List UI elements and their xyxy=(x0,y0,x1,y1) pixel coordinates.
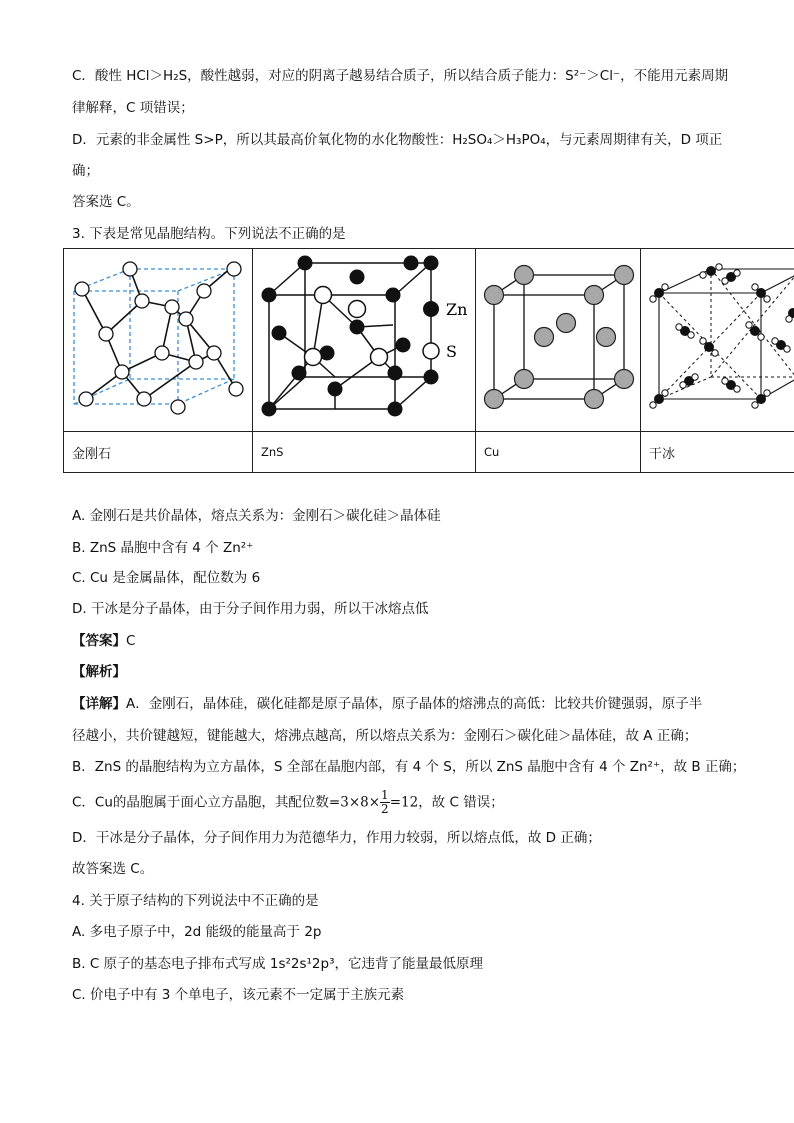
detail-a-text: A．金刚石，晶体硅，碳化硅都是原子晶体，原子晶体的熔沸点的高低：比较共价键强弱，原子半 xyxy=(126,696,703,712)
dry-ice-cell-figure xyxy=(641,249,794,432)
detail-a-line1 xyxy=(72,694,702,714)
q4-option-b: B. C 原子的基态电子排布式写成 1s²2s¹2p³，它违背了能量最低原理 xyxy=(72,956,483,972)
question-4-stem: 4. 关于原子结构的下列说法中不正确的是 xyxy=(72,893,319,909)
detail-c-pre: C．Cu的晶胞属于面心立方晶胞，其配位数= xyxy=(72,794,341,811)
detail-c-math1: 3×8× xyxy=(340,794,381,811)
caption-cu: Cu xyxy=(476,432,641,473)
q4-option-a: A. 多电子原子中，2d 能级的能量高于 2p xyxy=(72,924,322,940)
option-d-line1: D．元素的非金属性 S>P，所以其最高价氧化物的水化物酸性：H₂SO₄＞H₃PO₄，与元素周期律有关，D 项正 xyxy=(72,132,723,148)
detail-b-line: B．ZnS 的晶胞结构为立方晶体，S 全部在晶胞内部，有 4 个 S，所以 ZnS 晶胞中含有 4 个 Zn²⁺，故 B 正确； xyxy=(72,759,746,775)
q4-option-c: C. 价电子中有 3 个单电子，该元素不一定属于主族元素 xyxy=(72,987,405,1003)
caption-diamond: 金刚石 xyxy=(64,432,253,473)
detail-tag: 【详解】 xyxy=(72,696,126,712)
answer-row xyxy=(72,631,135,651)
zns-structure-icon xyxy=(253,249,475,427)
q3-option-d: D. 干冰是分子晶体，由于分子间作用力弱，所以干冰熔点低 xyxy=(72,601,429,617)
s-legend-label: S xyxy=(446,342,457,361)
zn-legend-icon xyxy=(423,301,439,317)
detail-c-line xyxy=(72,789,504,816)
answer-line: 答案选 C。 xyxy=(72,194,140,210)
s-legend-icon xyxy=(423,343,439,359)
answer-value: C xyxy=(126,633,136,649)
fraction xyxy=(380,789,390,816)
q3-option-b: B. ZnS 晶胞中含有 4 个 Zn²⁺ xyxy=(72,540,254,556)
diamond-cell-figure xyxy=(64,249,253,432)
detail-c-post: ，故 C 错误； xyxy=(418,794,504,811)
detail-c-math2: =12 xyxy=(389,794,419,811)
zn-legend-label: Zn xyxy=(446,300,468,319)
cu-structure-icon xyxy=(476,249,640,427)
caption-dry-ice: 干冰 xyxy=(641,432,794,473)
q3-option-a: A. 金刚石是共价晶体，熔点关系为：金刚石＞碳化硅＞晶体硅 xyxy=(72,508,441,524)
final-answer-line: 故答案选 C。 xyxy=(72,861,154,877)
option-c-line2: 律解释，C 项错误； xyxy=(72,100,194,116)
detail-d-line: D．干冰是分子晶体，分子间作用力为范德华力，作用力较弱，所以熔点低，故 D 正确； xyxy=(72,830,601,846)
crystal-structure-table xyxy=(63,248,794,473)
q3-option-c: C. Cu 是金属晶体，配位数为 6 xyxy=(72,570,261,586)
option-d-line2: 确； xyxy=(72,163,99,179)
answer-tag: 【答案】 xyxy=(72,633,126,649)
caption-zns: ZnS xyxy=(253,432,476,473)
question-3-stem: 3. 下表是常见晶胞结构。下列说法不正确的是 xyxy=(72,226,346,242)
option-c-line1: C．酸性 HCl＞H₂S，酸性越弱，对应的阴离子越易结合质子，所以结合质子能力：S²⁻＞Cl⁻，不能用元素周期 xyxy=(72,68,729,84)
fraction-numerator: 1 xyxy=(381,788,389,802)
detail-a-line2: 径越小，共价键越短，键能越大，熔沸点越高，所以熔点关系为：金刚石＞碳化硅＞晶体硅，故 A 正确； xyxy=(72,728,698,744)
fraction-denominator: 2 xyxy=(381,802,389,816)
analysis-tag: 【解析】 xyxy=(72,664,126,680)
dry-ice-structure-icon xyxy=(641,249,794,427)
diamond-structure-icon xyxy=(64,249,252,427)
zns-cell-figure xyxy=(253,249,476,432)
cu-cell-figure xyxy=(476,249,641,432)
